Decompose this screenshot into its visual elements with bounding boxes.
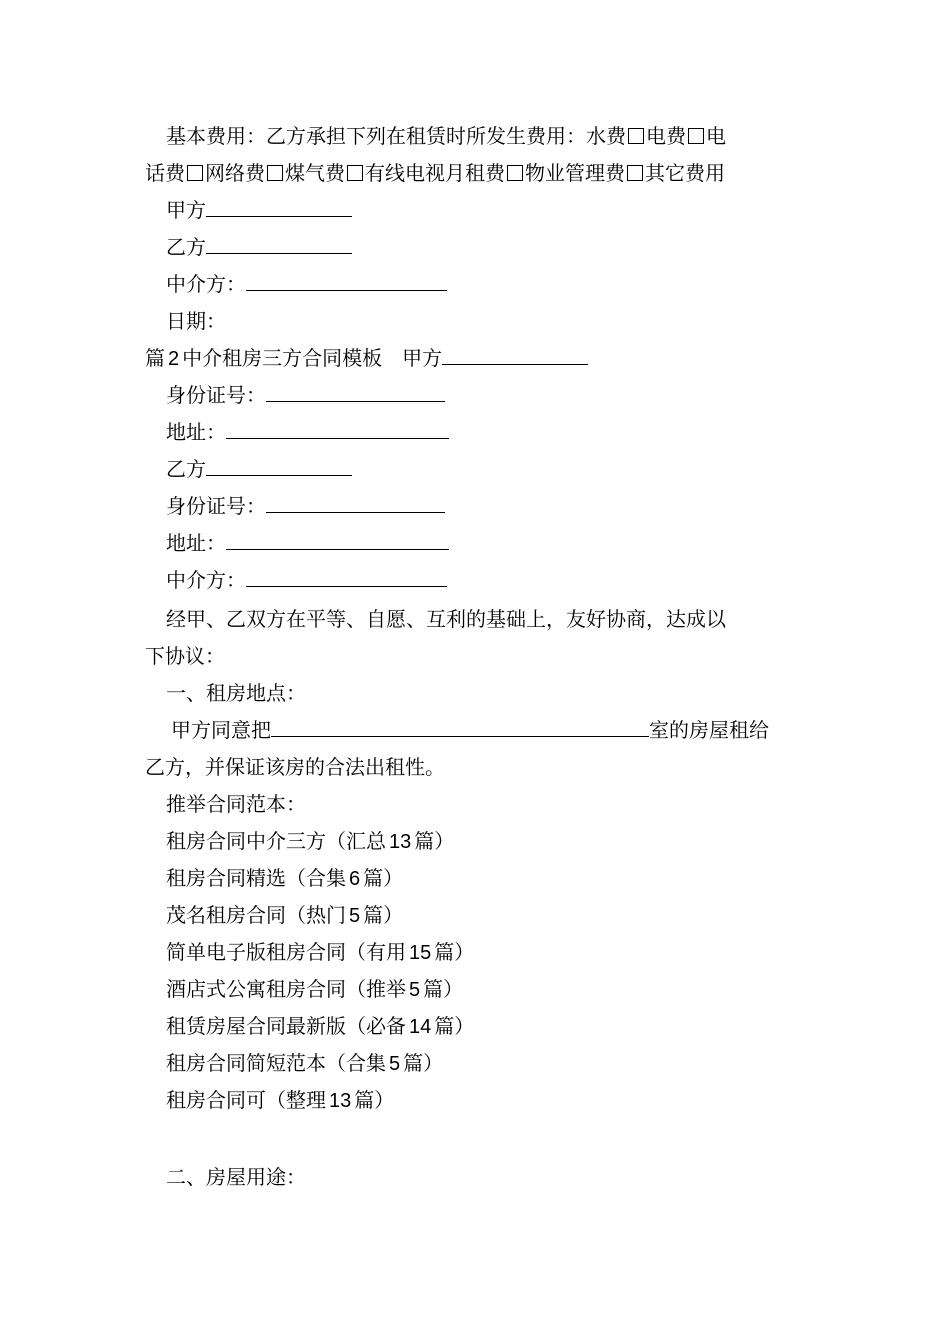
article2-party-a-blank[interactable] xyxy=(442,342,588,365)
recommend-item-num: 6 xyxy=(349,868,361,890)
recommend-item[interactable] xyxy=(145,1082,831,1120)
recommend-item-num: 13 xyxy=(329,1090,352,1112)
recommend-item[interactable] xyxy=(145,934,831,972)
sign-party-b-blank[interactable] xyxy=(206,231,352,254)
article2-addr-a-blank[interactable] xyxy=(226,416,449,439)
fee-property: 物业管理费 xyxy=(525,161,625,185)
recommend-item-tail: 篇） xyxy=(363,903,404,927)
article2-title: 中介租房三方合同模板 xyxy=(182,346,383,370)
recommend-item-tail: 篇） xyxy=(423,977,464,1001)
sign-agent-label: 中介方： xyxy=(166,272,246,296)
fee-phone-tail: 话费 xyxy=(145,161,185,185)
recommend-item[interactable] xyxy=(145,1008,831,1046)
recommend-item[interactable] xyxy=(145,897,831,935)
article2-agent-label: 中介方： xyxy=(166,568,246,592)
article2-party-b-label: 乙方 xyxy=(166,457,206,481)
article2-id-b-label: 身份证号： xyxy=(166,494,266,518)
article2-heading-prefix: 篇 xyxy=(145,346,165,370)
recommend-item-tail: 篇） xyxy=(403,1051,444,1075)
article2-section-2 xyxy=(145,1159,831,1196)
recommend-item[interactable] xyxy=(145,1045,831,1083)
recommend-item-tail: 篇） xyxy=(414,829,455,853)
article2-id-b-blank[interactable] xyxy=(266,490,445,513)
article2-section-1-title: 一、租房地点： xyxy=(166,681,306,705)
recommend-item[interactable] xyxy=(145,971,831,1009)
recommend-item-text: 租房合同简短范本（合集 xyxy=(166,1051,386,1075)
sign-party-a xyxy=(145,192,831,229)
recommend-item-text: 酒店式公寓租房合同（推举 xyxy=(166,977,406,1001)
checkbox-phone[interactable] xyxy=(187,165,203,181)
article2-addr-b xyxy=(145,525,831,562)
article2-addr-b-label: 地址： xyxy=(166,531,226,555)
article2-section-1-text-a: 甲方同意把 xyxy=(171,718,271,742)
recommend-item-num: 5 xyxy=(409,979,421,1001)
checkbox-network[interactable] xyxy=(267,165,283,181)
fees-line-1 xyxy=(145,118,831,155)
recommend-item-tail: 篇） xyxy=(354,1088,395,1112)
article2-section-1-text-c: 乙方，并保证该房的合法出租性。 xyxy=(145,755,445,779)
recommend-item-tail: 篇） xyxy=(363,866,404,890)
recommend-item-text: 租房合同可（整理 xyxy=(166,1088,326,1112)
recommend-item-tail: 篇） xyxy=(434,940,475,964)
recommend-item-num: 13 xyxy=(389,831,412,853)
article2-intro-line-2 xyxy=(145,638,810,675)
recommend-item-text: 茂名租房合同（热门 xyxy=(166,903,346,927)
recommend-item-num: 5 xyxy=(389,1053,401,1075)
recommend-item-text: 租房合同中介三方（汇总 xyxy=(166,829,386,853)
article2-id-a-blank[interactable] xyxy=(266,379,445,402)
fee-other: 其它费用 xyxy=(645,161,725,185)
recommend-item-num: 14 xyxy=(409,1016,432,1038)
article2-heading xyxy=(145,340,810,378)
checkbox-property[interactable] xyxy=(627,165,643,181)
fee-gas: 煤气费 xyxy=(285,161,345,185)
checkbox-electric[interactable] xyxy=(688,128,704,144)
recommend-item-num: 5 xyxy=(349,905,361,927)
checkbox-gas[interactable] xyxy=(347,165,363,181)
sign-party-a-blank[interactable] xyxy=(206,194,352,217)
sign-date-label: 日期： xyxy=(166,309,226,333)
article2-section-2-title: 二、房屋用途： xyxy=(166,1165,306,1189)
fee-phone-head: 电 xyxy=(706,124,726,148)
recommend-heading-text: 推举合同范本： xyxy=(166,792,306,816)
article2-party-b-blank[interactable] xyxy=(206,453,352,476)
article2-agent xyxy=(145,562,831,599)
recommend-item-text: 简单电子版租房合同（有用 xyxy=(166,940,406,964)
article2-id-a xyxy=(145,377,831,414)
article2-addr-a-label: 地址： xyxy=(166,420,226,444)
fee-network: 网络费 xyxy=(205,161,265,185)
article2-party-a-label: 甲方 xyxy=(402,346,443,370)
sign-agent xyxy=(145,266,831,303)
article2-id-a-label: 身份证号： xyxy=(166,383,266,407)
recommend-item[interactable] xyxy=(145,823,831,861)
recommend-heading xyxy=(145,786,831,823)
article2-section-1-text-2 xyxy=(145,749,810,786)
sign-party-a-label: 甲方 xyxy=(166,198,206,222)
article2-id-b xyxy=(145,488,831,525)
fees-line-2 xyxy=(145,155,810,192)
article2-section-1-text-b: 室的房屋租给 xyxy=(649,718,769,742)
sign-party-b-label: 乙方 xyxy=(166,235,206,259)
fees-prefix: 基本费用：乙方承担下列在租赁时所发生费用：水费 xyxy=(166,124,626,148)
sign-date xyxy=(145,303,831,340)
fee-electric: 电费 xyxy=(646,124,686,148)
article2-room-blank[interactable] xyxy=(271,714,649,737)
article2-addr-a xyxy=(145,414,831,451)
recommend-item-text: 租赁房屋合同最新版（必备 xyxy=(166,1014,406,1038)
article2-section-1-text xyxy=(145,712,836,749)
article2-addr-b-blank[interactable] xyxy=(226,527,449,550)
recommend-item[interactable] xyxy=(145,860,831,898)
article2-intro-2: 下协议： xyxy=(145,644,225,668)
article2-section-1 xyxy=(145,675,831,712)
article2-intro-1: 经甲、乙双方在平等、自愿、互利的基础上，友好协商，达成以 xyxy=(166,607,726,631)
recommend-item-text: 租房合同精选（合集 xyxy=(166,866,346,890)
article2-agent-blank[interactable] xyxy=(246,564,447,587)
sign-agent-blank[interactable] xyxy=(246,268,447,291)
sign-party-b xyxy=(145,229,831,266)
checkbox-water[interactable] xyxy=(628,128,644,144)
article2-party-b xyxy=(145,451,831,488)
fee-cable: 有线电视月租费 xyxy=(365,161,505,185)
recommend-item-tail: 篇） xyxy=(434,1014,475,1038)
checkbox-cable[interactable] xyxy=(507,165,523,181)
article2-intro-line-1 xyxy=(145,601,831,638)
recommend-item-num: 15 xyxy=(409,942,432,964)
article2-number: 2 xyxy=(168,348,180,370)
